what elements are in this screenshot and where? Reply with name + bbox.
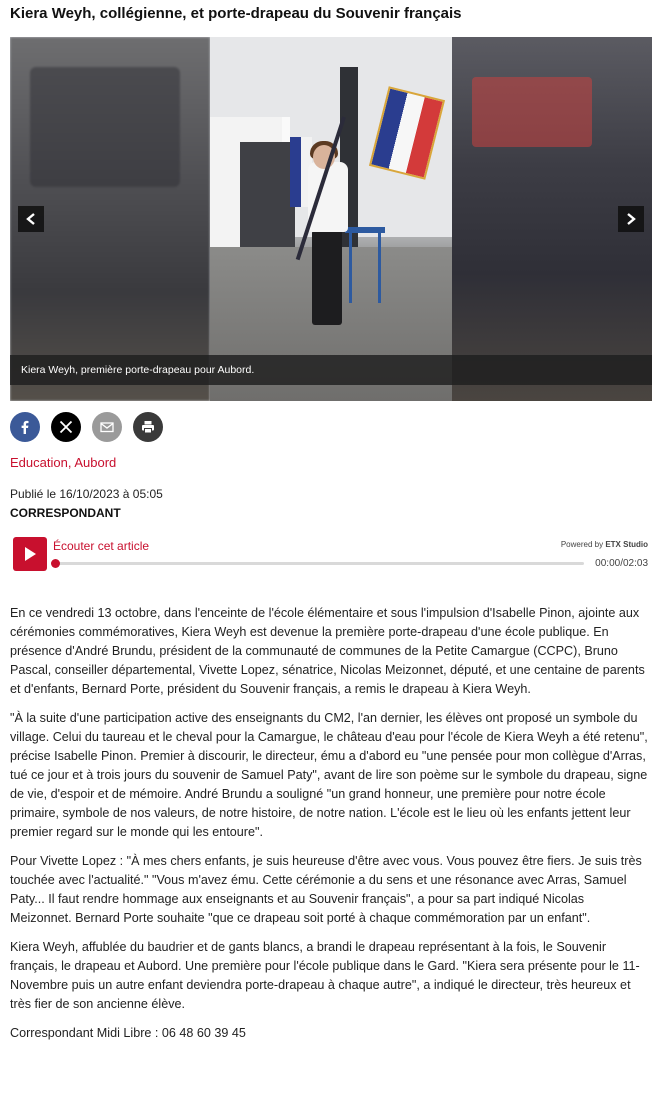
article-title: Kiera Weyh, collégienne, et porte-drapeau du Souvenir français: [10, 5, 462, 22]
powered-brand: ETX Studio: [605, 540, 648, 549]
powered-prefix: Powered by: [560, 540, 604, 549]
article-paragraph: Kiera Weyh, affublée du baudrier et de gants blancs, a brandi le drapeau représentant à la fois, le Souvenir français, le drapeau et Aubord. Une première pour l'école publique dans le Gard. "Kiera sera présente pour le 11-Novembre puis un autre enfant deviendra porte-drapeau à chaque autre", a indiqué le directeur, très heureux et très fier de son ancienne élève.: [10, 940, 640, 1011]
chevron-right-icon: [626, 213, 636, 225]
share-facebook-button[interactable]: [10, 412, 40, 442]
article-paragraph: "À la suite d'une participation active des enseignants du CM2, l'an dernier, les élèves ont proposé un symbole du village. Celui du taureau et le cheval pour la Camargue, le château d'eau pour l'école de Kiera Weyh a été retenu", précise Isabelle Pinon. Premier à discourir, le directeur, ému a d'abord eu "une pensée pour mon collègue d'Arras, tué ce jour et à trois jours du souvenir de Samuel Paty", avant de lire son poème sur le symbole du drapeau, signe de vie, d'espoir et de mémoire. André Brundu a souligné "un grand honneur, une première pour notre école primaire, symbole de nos valeurs, de notre histoire, de notre nation. L'école est le lieu où les enfants jettent leur premier regard sur le monde qui les entoure".: [10, 711, 648, 839]
gallery-main-photo: [210, 37, 452, 401]
article-body: [10, 604, 648, 1053]
audio-label: Écouter cet article: [53, 539, 150, 553]
article-paragraph: Pour Vivette Lopez : "À mes chers enfants, je suis heureuse d'être avec vous. Vous pouvez être fiers. Je suis très touchée avec l'actualité." "Vous m'avez ému. Cette cérémonie a du sens et une résonance avec Arras, Samuel Paty... Il faut rendre hommage aux enseignants et au Souvenir français", a pour sa part indiqué Nicolas Meizonnet. Bernard Porte souhaite "que ce drapeau soit porté à chaque commémoration par un enfant".: [10, 854, 642, 925]
audio-time: 00:00/02:03: [595, 558, 648, 569]
share-mail-button[interactable]: [92, 412, 122, 442]
article-author: CORRESPONDANT: [10, 506, 121, 520]
article-tags: [10, 455, 116, 470]
share-print-button[interactable]: [133, 412, 163, 442]
audio-player: [10, 533, 652, 577]
audio-progress-track[interactable]: [53, 562, 584, 565]
photo-caption: Kiera Weyh, première porte-drapeau pour Aubord.: [10, 355, 652, 385]
play-icon: [23, 546, 37, 562]
gallery-prev-button[interactable]: [18, 206, 44, 232]
tag-link-education[interactable]: Education: [10, 455, 68, 470]
publish-date: Publié le 16/10/2023 à 05:05: [10, 487, 163, 501]
share-x-button[interactable]: [51, 412, 81, 442]
audio-play-button[interactable]: [13, 537, 47, 571]
photo-gallery[interactable]: [10, 37, 652, 401]
facebook-icon: [17, 419, 33, 435]
gallery-next-button[interactable]: [618, 206, 644, 232]
x-icon: [58, 419, 74, 435]
chevron-left-icon: [26, 213, 36, 225]
mail-icon: [99, 419, 115, 435]
print-icon: [140, 419, 156, 435]
tag-separator: ,: [67, 455, 75, 470]
audio-progress-thumb[interactable]: [51, 559, 60, 568]
tag-link-aubord[interactable]: Aubord: [74, 455, 117, 470]
article-paragraph: En ce vendredi 13 octobre, dans l'enceinte de l'école élémentaire et sous l'impulsion d'Isabelle Pinon, ajointe aux cérémonies commémoratives, Kiera Weyh est devenue la première porte-drapeau d'une école publique. En présence d'André Brundu, président de la communauté de communes de la Petite Camargue (CCPC), Bruno Pascal, conseiller départemental, Vivette Lopez, sénatrice, Nicolas Meizonnet, député, et une centaine de parents et d'enfants, Bernard Porte, président du Souvenir français, a remis le drapeau à Kiera Weyh.: [10, 606, 645, 696]
audio-powered-by: [561, 540, 648, 549]
article-contact: Correspondant Midi Libre : 06 48 60 39 45: [10, 1026, 246, 1040]
